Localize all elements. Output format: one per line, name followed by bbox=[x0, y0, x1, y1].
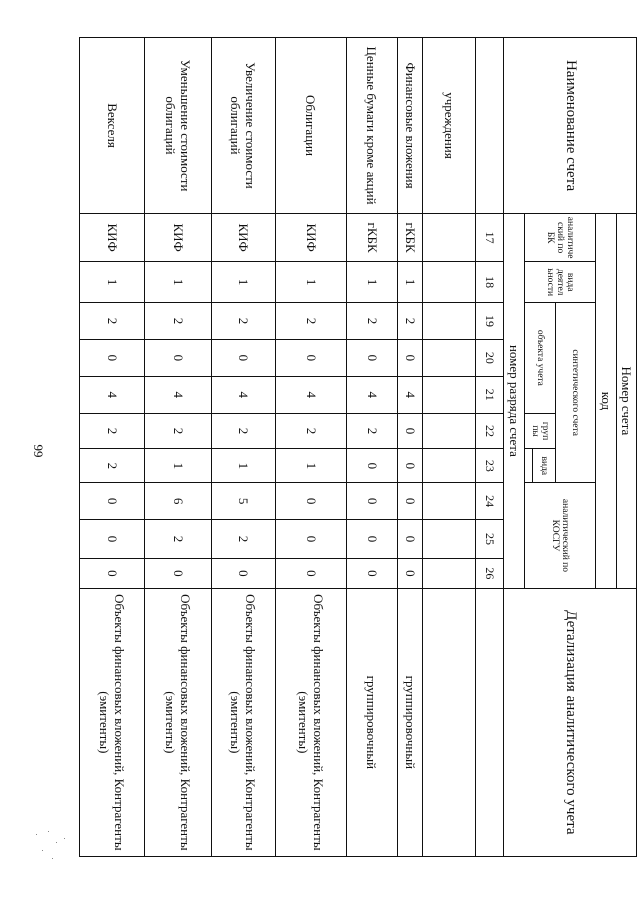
cell-20: 0 bbox=[211, 339, 275, 376]
cell-21: 4 bbox=[276, 376, 347, 413]
cell-18: 1 bbox=[276, 262, 347, 303]
header-analytic-bk: аналитиче ский по БК bbox=[524, 214, 596, 262]
row-name: Облигации bbox=[276, 38, 347, 214]
cell-20: 0 bbox=[145, 339, 211, 376]
cell-23: 1 bbox=[211, 449, 275, 483]
cell-23: 0 bbox=[346, 449, 397, 483]
digit-row-detail-blank bbox=[476, 588, 504, 856]
cell-23: 2 bbox=[80, 449, 145, 483]
digit-25: 25 bbox=[476, 520, 504, 559]
header-group: груп пы bbox=[524, 413, 555, 449]
header-account-name: Наименование счета bbox=[504, 38, 637, 214]
cell-26: 0 bbox=[80, 558, 145, 588]
cell-23: 1 bbox=[276, 449, 347, 483]
cell-18: 1 bbox=[398, 262, 423, 303]
cell-25: 0 bbox=[346, 520, 397, 559]
cell-24: 5 bbox=[211, 483, 275, 520]
cell-21: 4 bbox=[80, 376, 145, 413]
cell-25: 0 bbox=[276, 520, 347, 559]
cell-24: 0 bbox=[80, 483, 145, 520]
blank-cell bbox=[422, 520, 476, 559]
rotated-page bbox=[79, 37, 637, 857]
cell-26: 0 bbox=[276, 558, 347, 588]
cell-17: гКБК bbox=[346, 214, 397, 262]
digit-26: 26 bbox=[476, 558, 504, 588]
cell-24: 6 bbox=[145, 483, 211, 520]
table-row bbox=[346, 38, 397, 857]
row-name: Уменьшение стоимости облигаций bbox=[145, 38, 211, 214]
digit-row-blank bbox=[476, 38, 504, 214]
blank-cell bbox=[422, 303, 476, 340]
table-row bbox=[211, 38, 275, 857]
digit-24: 24 bbox=[476, 483, 504, 520]
digit-22: 22 bbox=[476, 413, 504, 449]
digit-23: 23 bbox=[476, 449, 504, 483]
cell-20: 0 bbox=[80, 339, 145, 376]
cell-17: КИФ bbox=[80, 214, 145, 262]
cell-19: 2 bbox=[346, 303, 397, 340]
cell-22: 2 bbox=[145, 413, 211, 449]
cell-22: 2 bbox=[80, 413, 145, 449]
page-number: 99 bbox=[31, 444, 46, 458]
cell-25: 0 bbox=[398, 520, 423, 559]
cell-18: 1 bbox=[80, 262, 145, 303]
header-kind: вида bbox=[533, 449, 555, 483]
cell-22: 2 bbox=[276, 413, 347, 449]
cell-25: 0 bbox=[80, 520, 145, 559]
blank-cell bbox=[422, 558, 476, 588]
header-synthetic: синтетического счета bbox=[555, 303, 596, 483]
cell-26: 0 bbox=[346, 558, 397, 588]
cell-21: 4 bbox=[346, 376, 397, 413]
row-name: Увеличение стоимости облигаций bbox=[211, 38, 275, 214]
cell-20: 0 bbox=[398, 339, 423, 376]
cell-25: 2 bbox=[145, 520, 211, 559]
cell-22: 2 bbox=[211, 413, 275, 449]
table-row bbox=[398, 38, 423, 857]
cell-24: 0 bbox=[346, 483, 397, 520]
header-kind-spacer bbox=[524, 449, 533, 483]
blank-cell bbox=[422, 214, 476, 262]
digit-17: 17 bbox=[476, 214, 504, 262]
row-name: Векселя bbox=[80, 38, 145, 214]
table-row bbox=[80, 38, 145, 857]
cell-17: КИФ bbox=[211, 214, 275, 262]
cell-19: 2 bbox=[80, 303, 145, 340]
blank-cell bbox=[422, 262, 476, 303]
row-detail: Объекты финансовых вложений, Контрагенты (эмитенты) bbox=[145, 588, 211, 856]
row-detail: Объекты финансовых вложений, Контрагенты (эмитенты) bbox=[80, 588, 145, 856]
row-name: Ценные бумаги кроме акций bbox=[346, 38, 397, 214]
blank-cell bbox=[422, 376, 476, 413]
cell-26: 0 bbox=[398, 558, 423, 588]
cell-21: 4 bbox=[211, 376, 275, 413]
blank-cell bbox=[422, 413, 476, 449]
header-code: код bbox=[596, 214, 616, 589]
accounts-sheet bbox=[79, 37, 637, 857]
digit-21: 21 bbox=[476, 376, 504, 413]
blank-cell bbox=[422, 483, 476, 520]
cell-23: 1 bbox=[145, 449, 211, 483]
row-detail: Объекты финансовых вложений, Контрагенты (эмитенты) bbox=[276, 588, 347, 856]
cell-26: 0 bbox=[145, 558, 211, 588]
cell-17: КИФ bbox=[145, 214, 211, 262]
cell-24: 0 bbox=[398, 483, 423, 520]
header-account-object: объекта учета bbox=[524, 303, 555, 414]
digit-19: 19 bbox=[476, 303, 504, 340]
cell-26: 0 bbox=[211, 558, 275, 588]
cell-20: 0 bbox=[346, 339, 397, 376]
cell-23: 0 bbox=[398, 449, 423, 483]
header-detail: Детализация аналитического учета bbox=[504, 588, 637, 856]
row-detail: группировочный bbox=[346, 588, 397, 856]
cell-25: 2 bbox=[211, 520, 275, 559]
cell-18: 1 bbox=[211, 262, 275, 303]
header-activity: вида деятел ьности bbox=[524, 262, 596, 303]
cell-19: 2 bbox=[211, 303, 275, 340]
row-name: Финансовые вложения bbox=[398, 38, 423, 214]
cell-21: 4 bbox=[145, 376, 211, 413]
row-detail: Объекты финансовых вложений, Контрагенты (эмитенты) bbox=[211, 588, 275, 856]
cell-18: 1 bbox=[145, 262, 211, 303]
digit-20: 20 bbox=[476, 339, 504, 376]
cell-19: 2 bbox=[398, 303, 423, 340]
header-digit-number: номер разряда счета bbox=[504, 214, 524, 589]
row-detail: группировочный bbox=[398, 588, 423, 856]
cell-24: 0 bbox=[276, 483, 347, 520]
scan-specks bbox=[34, 830, 84, 870]
cell-17: гКБК bbox=[398, 214, 423, 262]
institution-label: учреждения bbox=[422, 38, 476, 214]
cell-22: 0 bbox=[398, 413, 423, 449]
cell-20: 0 bbox=[276, 339, 347, 376]
cell-19: 2 bbox=[276, 303, 347, 340]
digit-18: 18 bbox=[476, 262, 504, 303]
header-account-number: Номер счета bbox=[616, 214, 636, 589]
cell-18: 1 bbox=[346, 262, 397, 303]
cell-21: 4 bbox=[398, 376, 423, 413]
header-analytic-kosgu: аналитический по КОСГУ bbox=[524, 483, 596, 589]
cell-22: 2 bbox=[346, 413, 397, 449]
table-row bbox=[276, 38, 347, 857]
blank-cell bbox=[422, 588, 476, 856]
blank-cell bbox=[422, 339, 476, 376]
table-row bbox=[145, 38, 211, 857]
blank-cell bbox=[422, 449, 476, 483]
cell-17: КИФ bbox=[276, 214, 347, 262]
cell-19: 2 bbox=[145, 303, 211, 340]
accounts-table bbox=[79, 37, 637, 857]
